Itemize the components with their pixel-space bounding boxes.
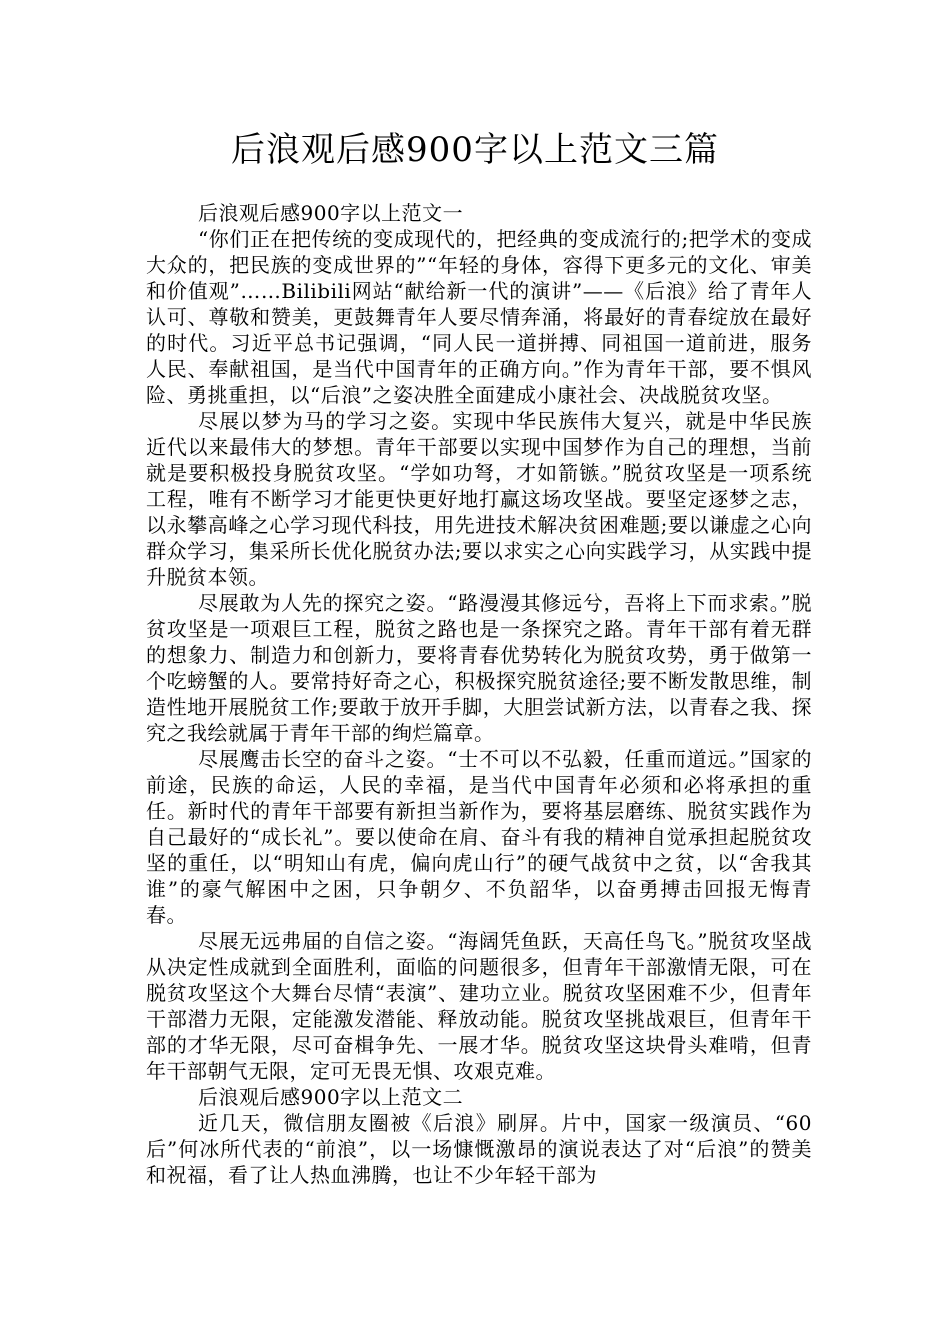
paragraph: 近几天，微信朋友圈被《后浪》刷屏。片中，国家一级演员、“60后”何冰所代表的“前浪”，以一场慷慨激昂的演说表达了对“后浪”的赞美和祝福，看了让人热血沸腾，也让不少年轻干部为 xyxy=(146,1111,812,1187)
section-heading: 后浪观后感900字以上范文二 xyxy=(198,1085,464,1109)
section-heading: 后浪观后感900字以上范文一 xyxy=(198,201,464,225)
document-title: 后浪观后感900字以上范文三篇 xyxy=(231,130,719,170)
paragraph: 尽展鹰击长空的奋斗之姿。“士不可以不弘毅，任重而道远。”国家的前途，民族的命运，人民的幸福，是当代中国青年必须和必将承担的重任。新时代的青年干部要有新担当新作为，要将基层磨练、脱贫实践作为自己最好的“成长礼”。要以使命在肩、奋斗有我的精神自觉承担起脱贫攻坚的重任，以“明知山有虎，偏向虎山行”的硬气战贫中之贫，以“舍我其谁”的豪气解困中之困，只争朝夕、不负韶华，以奋勇搏击回报无悔青春。 xyxy=(146,747,812,927)
paragraph: 尽展无远弗届的自信之姿。“海阔凭鱼跃，天高任鸟飞。”脱贫攻坚战从决定性成就到全面胜利，面临的问题很多，但青年干部激情无限，可在脱贫攻坚这个大舞台尽情“表演”、建功立业。脱贫攻坚困难不少，但青年干部潜力无限，定能激发潜能、释放动能。脱贫攻坚挑战艰巨，但青年干部的才华无限，尽可奋楫争先、一展才华。脱贫攻坚这块骨头难啃，但青年干部朝气无限，定可无畏无惧、攻艰克难。 xyxy=(146,929,812,1083)
document-body xyxy=(146,200,812,1188)
paragraph: “你们正在把传统的变成现代的，把经典的变成流行的;把学术的变成大众的，把民族的变成世界的”“年轻的身体，容得下更多元的文化、审美和价值观”……Bilibili网站“献给新一代的演讲”——《后浪》给了青年人认可、尊敬和赞美，更鼓舞青年人要尽情奔涌，将最好的青春绽放在最好的时代。习近平总书记强调，“同人民一道拼搏、同祖国一道前进，服务人民、奉献祖国，是当代中国青年的正确方向。”作为青年干部，要不惧风险、勇挑重担，以“后浪”之姿决胜全面建成小康社会、决战脱贫攻坚。 xyxy=(146,227,812,407)
paragraph: 尽展以梦为马的学习之姿。实现中华民族伟大复兴，就是中华民族近代以来最伟大的梦想。青年干部要以实现中国梦作为自己的理想，当前就是要积极投身脱贫攻坚。“学如功弩，才如箭镞。”脱贫攻坚是一项系统工程，唯有不断学习才能更快更好地打赢这场攻坚战。要坚定逐梦之志，以永攀高峰之心学习现代科技，用先进技术解决贫困难题;要以谦虚之心向群众学习，集采所长优化脱贫办法;要以求实之心向实践学习，从实践中提升脱贫本领。 xyxy=(146,409,812,589)
paragraph: 尽展敢为人先的探究之姿。“路漫漫其修远兮，吾将上下而求索。”脱贫攻坚是一项艰巨工程，脱贫之路也是一条探究之路。青年干部有着无群的想象力、制造力和创新力，要将青春优势转化为脱贫攻势，勇于做第一个吃螃蟹的人。要常持好奇之心，积极探究脱贫途径;要不断发散思维，制造性地开展脱贫工作;要敢于放开手脚，大胆尝试新方法，以青春之我、探究之我绘就属于青年干部的绚烂篇章。 xyxy=(146,591,812,745)
